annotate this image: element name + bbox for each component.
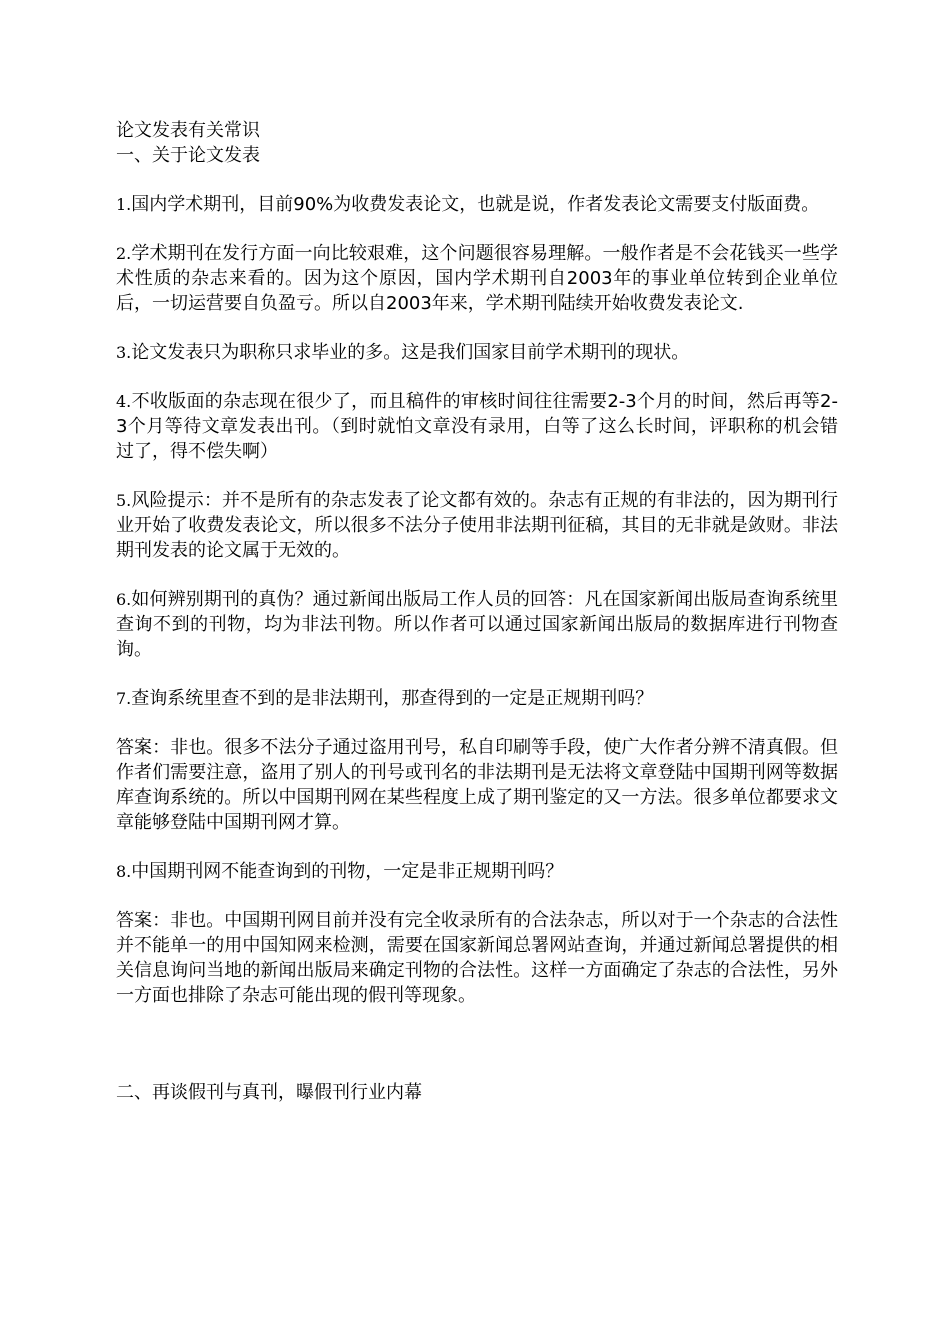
spacer <box>116 563 838 587</box>
paragraph-text: 答案：非也。很多不法分子通过盗用刊号，私自印刷等手段，使广大作者分辨不清真假。但作者们需要注意，盗用了别人的刊号或刊名的非法期刊是无法将文章登陆中国期刊网等数据库查询系统的。所以中国期刊网在某些程度上成了期刊鉴定的又一方法。很多单位都要求文章能够登陆中国期刊网才算。 <box>116 737 838 833</box>
paragraph-text: 如何辨别期刊的真伪？通过新闻出版局工作人员的回答：凡在国家新闻出版局查询系统里查询不到的刊物，均为非法刊物。所以作者可以通过国家新闻出版局的数据库进行刊物查询。 <box>116 589 838 660</box>
paragraph-text: 中国期刊网不能查询到的刊物，一定是非正规期刊吗？ <box>131 861 564 882</box>
spacer <box>116 1008 838 1080</box>
spacer <box>116 217 838 241</box>
spacer <box>116 835 838 859</box>
paragraph-5 <box>116 488 838 563</box>
section-heading-2: 二、再谈假刊与真刊，曝假刊行业内幕 <box>116 1082 422 1103</box>
paragraph-2 <box>116 241 838 316</box>
spacer <box>116 662 838 686</box>
paragraph-number: 4. <box>116 392 132 411</box>
paragraph-3 <box>116 340 838 365</box>
paragraph-text: 答案：非也。中国期刊网目前并没有完全收录所有的合法杂志，所以对于一个杂志的合法性并不能单一的用中国知网来检测，需要在国家新闻总署网站查询，并通过新闻总署提供的相关信息询问当地的新闻出版局来确定刊物的合法性。这样一方面确定了杂志的合法性，另外一方面也排除了杂志可能出现的假刊等现象。 <box>116 910 838 1006</box>
paragraph-number: 1. <box>116 195 132 214</box>
paragraph-text: 论文发表只为职称只求毕业的多。这是我们国家目前学术期刊的现状。 <box>131 342 690 363</box>
answer-paragraph-7 <box>116 735 838 835</box>
paragraph-4 <box>116 389 838 464</box>
document-page <box>116 118 838 1105</box>
paragraph-8 <box>116 859 838 884</box>
paragraph-text: 学术期刊在发行方面一向比较艰难，这个问题很容易理解。一般作者是不会花钱买一些学术性质的杂志来看的。因为这个原因，国内学术期刊自2003年的事业单位转到企业单位后，一切运营要自负盈亏。所以自2003年来，学术期刊陆续开始收费发表论文. <box>116 243 838 314</box>
paragraph-text: 风险提示：并不是所有的杂志发表了论文都有效的。杂志有正规的有非法的，因为期刊行业开始了收费发表论文，所以很多不法分子使用非法期刊征稿，其目的无非就是敛财。非法期刊发表的论文属于无效的。 <box>116 490 838 561</box>
paragraph-1 <box>116 192 838 217</box>
paragraph-text: 查询系统里查不到的是非法期刊，那查得到的一定是正规期刊吗？ <box>131 688 654 709</box>
paragraph-number: 7. <box>116 689 132 708</box>
paragraph-text: 国内学术期刊，目前90%为收费发表论文，也就是说，作者发表论文需要支付版面费。 <box>131 194 820 215</box>
spacer <box>116 365 838 389</box>
spacer <box>116 464 838 488</box>
spacer <box>116 168 838 192</box>
paragraph-text: 不收版面的杂志现在很少了，而且稿件的审核时间往往需要2-3个月的时间，然后再等2-3个月等待文章发表出刊。（到时就怕文章没有录用，白等了这么长时间，评职称的机会错过了，得不偿失啊） <box>116 391 838 462</box>
paragraph-number: 6. <box>116 590 132 609</box>
section-heading-1: 一、关于论文发表 <box>116 145 260 166</box>
paragraph-number: 3. <box>116 343 132 362</box>
document-title: 论文发表有关常识 <box>116 120 260 141</box>
spacer <box>116 711 838 735</box>
paragraph-number: 2. <box>116 244 132 263</box>
paragraph-6 <box>116 587 838 662</box>
spacer <box>116 884 838 908</box>
spacer <box>116 316 838 340</box>
paragraph-number: 8. <box>116 862 132 881</box>
answer-paragraph-8 <box>116 908 838 1008</box>
paragraph-number: 5. <box>116 491 132 510</box>
paragraph-7 <box>116 686 838 711</box>
